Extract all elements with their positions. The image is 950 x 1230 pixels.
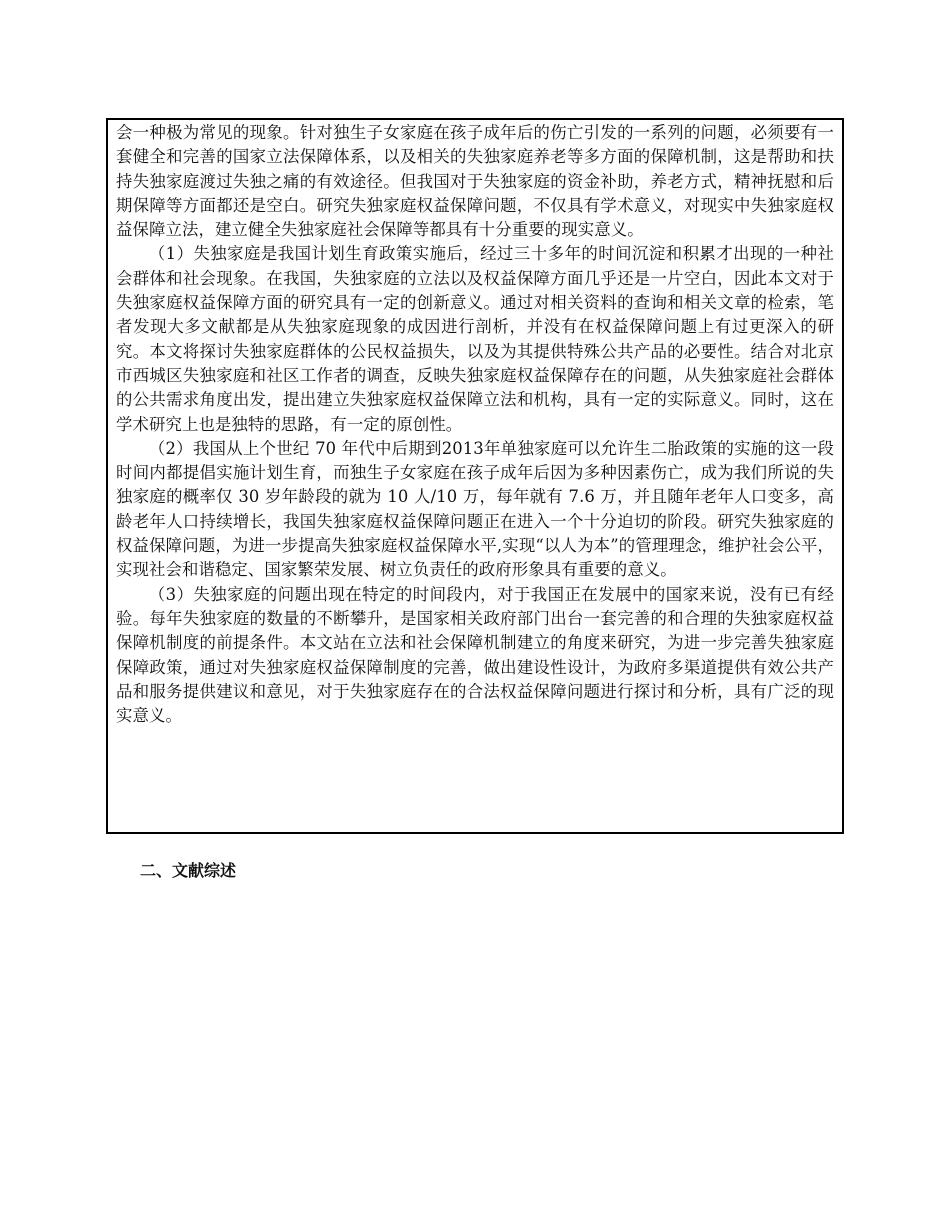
point-2-paragraph: （2）我国从上个世纪 70 年代中后期到2013年单独家庭可以允许生二胎政策的实施的这一段时间内都提倡实施计划生育，而独生子女家庭在孩子成年后因为多种因素伤亡，成为我们所说的失独家庭的概率仅 30 岁年龄段的就为 10 人/10 万，每年就有 7.6 万，并且随年老年人口变多，高龄老年人口持续增长，我国失独家庭权益保障问题正在进入一个十分迫切的阶段。研究失独家庭的权益保障问题，为进一步提高失独家庭权益保障水平,实现“以人为本”的管理理念，维护社会公平，实现社会和谐稳定、国家繁荣发展、树立负责任的政府形象具有重要的意义。 (116, 438, 834, 580)
intro-paragraph: 会一种极为常见的现象。针对独生子女家庭在孩子成年后的伤亡引发的一系列的问题，必须要有一套健全和完善的国家立法保障体系，以及相关的失独家庭养老等多方面的保障机制，这是帮助和扶持失独家庭渡过失独之痛的有效途径。但我国对于失独家庭的资金补助，养老方式，精神抚慰和后期保障等方面都还是空白。研究失独家庭权益保障问题，不仅具有学术意义，对现实中失独家庭权益保障立法，建立健全失独家庭社会保障等都具有十分重要的现实意义。 (116, 123, 834, 240)
point-1-paragraph: （1）失独家庭是我国计划生育政策实施后，经过三十多年的时间沉淀和积累才出现的一种社会群体和社会现象。在我国，失独家庭的立法以及权益保障方面几乎还是一片空白，因此本文对于失独家庭权益保障方面的研究具有一定的创新意义。通过对相关资料的查询和相关文章的检索，笔者发现大多文献都是从失独家庭现象的成因进行剖析，并没有在权益保障问题上有过更深入的研究。本文将探讨失独家庭群体的公民权益损失，以及为其提供特殊公共产品的必要性。结合对北京市西城区失独家庭和社区工作者的调查，反映失独家庭权益保障存在的问题，从失独家庭社会群体的公共需求角度出发，提出建立失独家庭权益保障立法和机构，具有一定的实际意义。同时，这在学术研究上也是独特的思路，有一定的原创性。 (116, 244, 834, 434)
research-significance-box (106, 118, 844, 834)
point-3-paragraph: （3）失独家庭的问题出现在特定的时间段内，对于我国正在发展中的国家来说，没有已有经验。每年失独家庭的数量的不断攀升，是国家相关政府部门出台一套完善的和合理的失独家庭权益保障机制度的前提条件。本文站在立法和社会保障机制建立的角度来研究，为进一步完善失独家庭保障政策，通过对失独家庭权益保障制度的完善，做出建设性设计，为政府多渠道提供有效公共产品和服务提供建议和意见，对于失独家庭存在的合法权益保障问题进行探讨和分析，具有广泛的现实意义。 (116, 584, 834, 726)
section-heading-literature-review: 二、文献综述 (140, 861, 237, 880)
